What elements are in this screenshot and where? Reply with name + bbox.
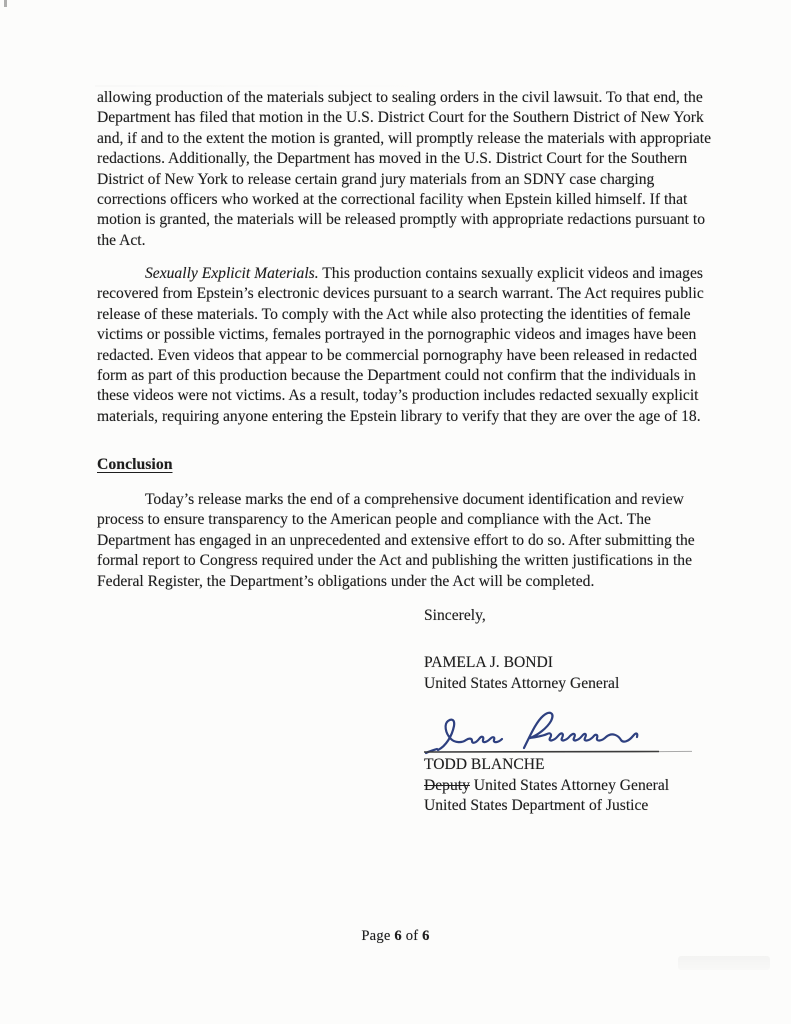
page-number-prefix: Page [361, 928, 391, 944]
body-paragraph-1: allowing production of the materials subject to sealing orders in the civil lawsuit. To that end, the Department has filed that motion in the U.S. District Court for the Southern District of New York and, if and to the extent the motion is granted, will promptly release the materials with appropriate redactions. Additionally, the Department has moved in the U.S. District Court for the Southern District of New York to release certain grand jury materials from an SDNY case charging corrections officers who worked at the correctional facility when Epstein killed himself. If that motion is granted, the materials will be released promptly with appropriate redactions pursuant to the Act. [97, 89, 712, 249]
body-paragraph-3: Today’s release marks the end of a comprehensive document identification and review process to ensure transparency to the American people and compliance with the Act. The Department has engaged in an unprecedented and extensive effort to do so. After submitting the formal report to Congress required under the Act and publishing the written justifications in the Federal Register, the Department’s obligations under the Act will be completed. [97, 491, 695, 590]
page-number-current: 6 [394, 928, 402, 944]
scan-artifact [95, 85, 695, 87]
salutation: Sincerely, [424, 607, 486, 624]
signer-title-bondi: United States Attorney General [424, 674, 620, 692]
signer-org: United States Department of Justice [424, 797, 649, 815]
body-paragraph-2 [97, 264, 715, 427]
page-number [0, 928, 791, 945]
handwritten-signature [424, 708, 694, 758]
scan-artifact [4, 0, 7, 7]
scan-artifact [678, 956, 770, 970]
paragraph-lead-italic: Sexually Explicit Materials. [145, 265, 319, 282]
conclusion-heading: Conclusion [97, 456, 173, 473]
deputy-title-rest: United States Attorney General [469, 776, 670, 794]
deputy-word-struck: Deputy [424, 776, 470, 794]
signature-block [424, 606, 724, 816]
paragraph-2-text: This production contains sexually explicit videos and images recovered from Epstein’s electronic devices pursuant to a search warrant. The Act requires public release of these materials. To comply with the Act while also protecting the identities of female victims or possible victims, females portrayed in the pornographic videos and images have been redacted. Even videos that appear to be commercial pornography have been released in redacted form as part of this production because the Department could not confirm that the individuals in these videos were not victims. As a result, today’s production includes redacted sexually explicit materials, requiring anyone entering the Epstein library to verify that they are over the age of 18. [97, 265, 704, 425]
signer-name-blanche: TODD BLANCHE [424, 756, 545, 774]
signer-name-bondi: PAMELA J. BONDI [424, 654, 553, 672]
page-number-total: 6 [422, 928, 430, 944]
page-number-of: of [405, 928, 419, 944]
signer-title-blanche [424, 776, 724, 796]
